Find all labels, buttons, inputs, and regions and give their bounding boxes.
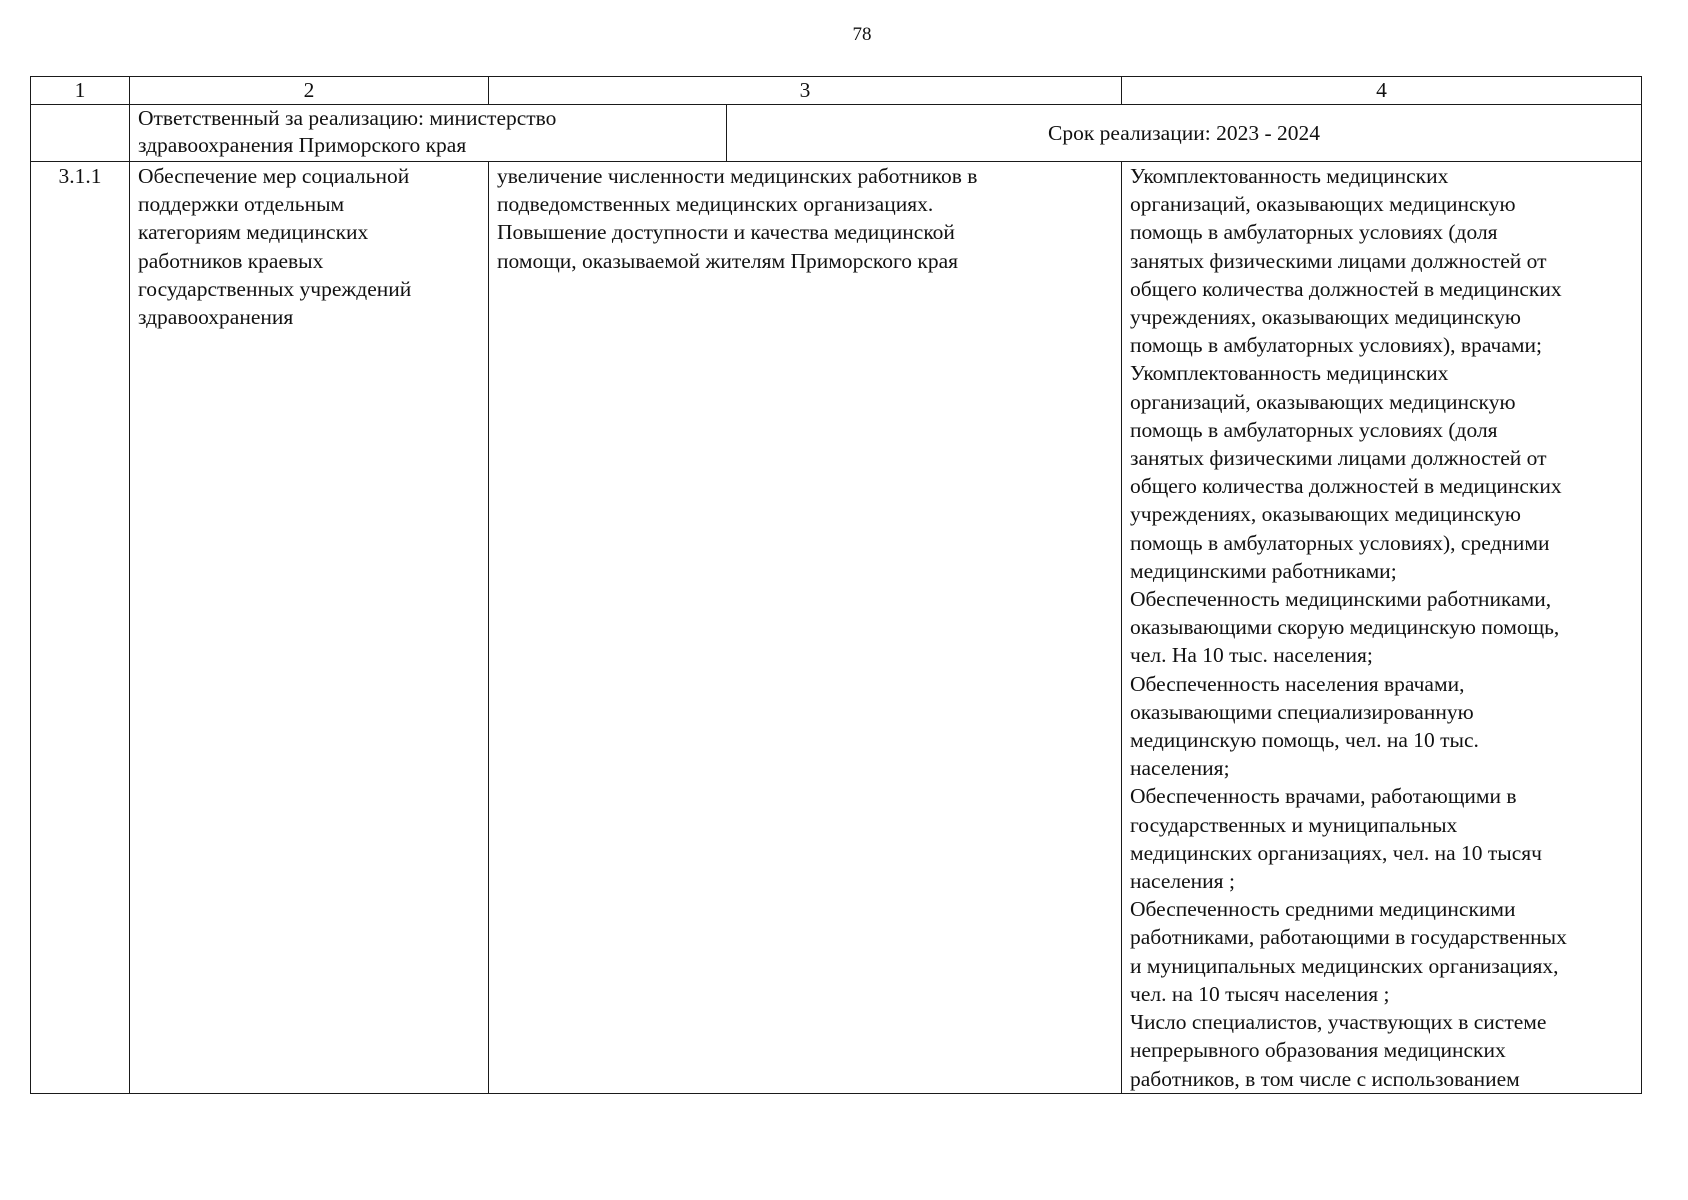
indicator-line: чел. На 10 тыс. населения; [1130,643,1373,668]
term-cell: Срок реализации: 2023 - 2024 [727,105,1642,162]
indicator-line: организаций, оказывающих медицинскую [1130,192,1516,217]
indicator-line: чел. на 10 тысяч населения ; [1130,981,1390,1006]
column-header-4: 4 [1122,77,1642,105]
measure-line: категориям медицинских [138,220,369,245]
indicator-line: Обеспеченность населения врачами, [1130,671,1465,696]
indicator-line: государственных и муниципальных [1130,812,1458,837]
responsible-line: здравоохранения Приморского края [138,133,467,157]
result-line: подведомственных медицинских организациях. [497,192,934,217]
indicator-line: организаций, оказывающих медицинскую [1130,389,1516,414]
page-number: 78 [852,24,872,45]
indicator-line: Обеспеченность средними медицинскими [1130,897,1516,922]
measure-cell [130,162,489,1094]
indicator-line: Обеспеченность медицинскими работниками, [1130,587,1552,612]
responsible-line: Ответственный за реализацию: министерство [138,106,557,130]
measure-line: поддержки отдельным [138,192,345,217]
measures-table [30,76,1642,1094]
indicator-line: медицинскими работниками; [1130,558,1397,583]
indicator-line: учреждениях, оказывающих медицинскую [1130,305,1521,330]
table-row [31,162,1642,1094]
indicator-line: работниками, работающими в государственных [1130,925,1567,950]
responsible-cell [130,105,727,162]
indicator-line: Число специалистов, участвующих в системе [1130,1010,1547,1035]
indicator-line: работников, в том числе с использованием [1130,1066,1520,1091]
column-header-3: 3 [489,77,1122,105]
indicator-line: общего количества должностей в медицинских [1130,474,1562,499]
responsible-row [31,105,1642,162]
column-number-row [31,77,1642,105]
indicator-line: и муниципальных медицинских организациях, [1130,953,1559,978]
row-number: 3.1.1 [31,162,130,1094]
indicator-line: Укомплектованность медицинских [1130,164,1449,188]
indicator-line: учреждениях, оказывающих медицинскую [1130,502,1521,527]
indicator-cell [1122,162,1642,1094]
column-header-1: 1 [31,77,130,105]
indicator-line: помощь в амбулаторных условиях (доля [1130,417,1498,442]
indicator-line: общего количества должностей в медицинских [1130,276,1562,301]
indicator-line: оказывающими специализированную [1130,699,1474,724]
indicator-line: занятых физическими лицами должностей от [1130,248,1547,273]
indicator-line: медицинскую помощь, чел. на 10 тыс. [1130,728,1479,753]
indicator-line: занятых физическими лицами должностей от [1130,446,1547,471]
measure-line: здравоохранения [138,305,294,330]
indicator-line: медицинских организациях, чел. на 10 тысяч [1130,840,1542,865]
result-line: Повышение доступности и качества медицинской [497,220,955,245]
indicator-line: помощь в амбулаторных условиях), врачами; [1130,333,1542,358]
indicator-line: Обеспеченность врачами, работающими в [1130,784,1517,809]
measure-line: Обеспечение мер социальной [138,164,410,188]
indicator-line: населения ; [1130,869,1235,894]
measure-line: работников краевых [138,248,324,273]
column-header-2: 2 [130,77,489,105]
indicator-line: помощь в амбулаторных условиях (доля [1130,220,1498,245]
result-line: увеличение численности медицинских работников в [497,164,978,188]
indicator-line: помощь в амбулаторных условиях), средними [1130,530,1550,555]
measure-line: государственных учреждений [138,276,412,301]
indicator-line: Укомплектованность медицинских [1130,361,1449,386]
result-cell [489,162,1122,1094]
indicator-line: населения; [1130,756,1230,781]
indicator-line: оказывающими скорую медицинскую помощь, [1130,615,1560,640]
indicator-line: непрерывного образования медицинских [1130,1038,1506,1063]
result-line: помощи, оказываемой жителям Приморского края [497,248,959,273]
empty-number-cell [31,105,130,162]
